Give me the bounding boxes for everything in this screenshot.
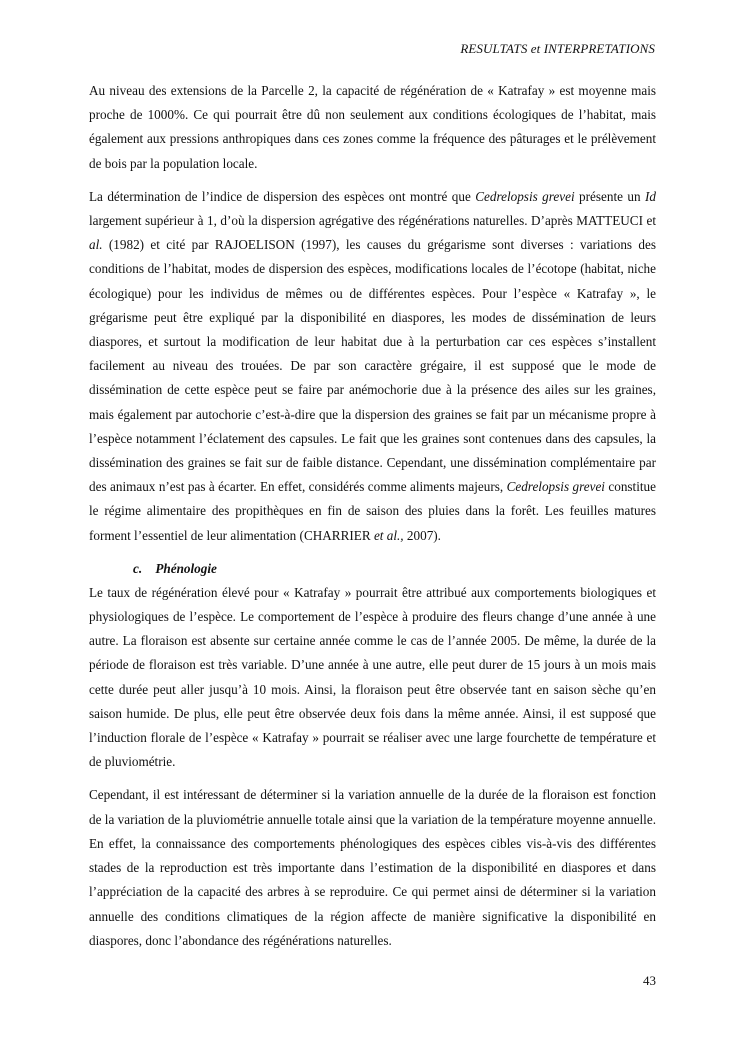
text-run: (1982) et cité par RAJOELISON (1997), les causes du grégarisme sont diverses : variations des conditions de l’habitat, modes de dispersion des espèces, modifications locales de l’écotope (habitat, niche écologique) pour les individus de mêmes ou de différentes espèces. Pour l’espèce « Katrafay », le grégarisme peut être expliqué par la disponibilité en diaspores, les modes de dissémination de leurs diaspores, et surtout la modification de leur habitat due à la perturbation car ces espèces s’installent facilement au niveau des trouées. De par son caractère grégaire, il est supposé que le mode de dissémination de cette espèce peut se faire par anémochorie due à la présence des ailes sur les graines, mais également par autochorie c’est-à-dire que la dispersion des graines se fait par un mécanisme propre à l’espèce notamment l’éclatement des capsules. Le fait que les graines sont contenues dans des capsules, la dissémination des graines se fait sur de faible distance. Cependant, une dissémination complémentaire par des animaux n’est pas à écarter. En effet, considérés comme aliments majeurs,: [89, 237, 656, 495]
paragraph-dispersion: [89, 185, 656, 548]
body-text: [89, 79, 656, 953]
index-symbol: Id: [645, 188, 656, 204]
paragraph-flowering-variation: Cependant, il est intéressant de déterminer si la variation annuelle de la durée de la floraison est fonction de la variation de la pluviométrie annuelle totale ainsi que la variation de la température moyenne annuelle. En effet, la connaissance des comportements phénologiques des espèces cibles vis-à-vis des différentes stades de la reproduction est très importante dans l’estimation de la disponibilité en diaspores et dans l’appréciation de la capacité des arbres à se reproduire. Ce qui permet ainsi de déterminer si la variation annuelle des conditions climatiques de la région affecte de manière significative la disponibilité en diaspores, donc l’abondance des régénérations naturelles.: [89, 787, 656, 948]
citation-et-al: et al.,: [373, 527, 404, 543]
text-run: présente un: [574, 188, 645, 204]
citation-al: al.: [89, 237, 103, 253]
paragraph-phenology: Le taux de régénération élevé pour « Katrafay » pourrait être attribué aux comportements biologiques et physiologiques de l’espèce. Le comportement de l’espèce à produire des fleurs change d’une année à une autre. La floraison est absente sur certaine année comme le cas de l’année 2005. De même, la durée de la période de floraison est très variable. D’une année à une autre, elle peut durer de 15 jours à un mois mais cette durée peut aller jusqu’à 10 mois. Ainsi, la floraison peut être observée tant en saison sèche qu’en saison humide. De plus, elle peut être observée deux fois dans la même année. Ainsi, il est supposé que l’induction florale de l’espèce « Katrafay » pourrait se réaliser avec une large fourchette de température et de pluviométrie.: [89, 584, 656, 770]
running-header: RESULTATS et INTERPRETATIONS: [460, 41, 655, 56]
species-name: Cedrelopsis grevei: [506, 479, 605, 495]
species-name: Cedrelopsis grevei: [475, 188, 575, 204]
text-run: constitue le régime alimentaire des propithèques en fin de saison des pluies dans la forêt. Les feuilles matures forment l’essentiel de leur alimentation (CHARRIER: [89, 479, 656, 543]
text-run: 2007).: [403, 527, 441, 543]
paragraph-regeneration: Au niveau des extensions de la Parcelle 2, la capacité de régénération de « Katrafay » est moyenne mais proche de 1000%. Ce qui pourrait être dû non seulement aux conditions écologiques de l’habitat, mais également aux pressions anthropiques dans ces zones comme la fréquence des pâturages et le prélèvement de bois par la population locale.: [89, 83, 656, 171]
text-run: La détermination de l’indice de dispersion des espèces ont montré que: [89, 188, 476, 204]
page-number: 43: [643, 973, 656, 988]
section-title-phenologie: c. Phénologie: [133, 560, 217, 576]
text-run: largement supérieur à 1, d’où la dispersion agrégative des régénérations naturelles. D’après MATTEUCI et: [89, 213, 656, 229]
